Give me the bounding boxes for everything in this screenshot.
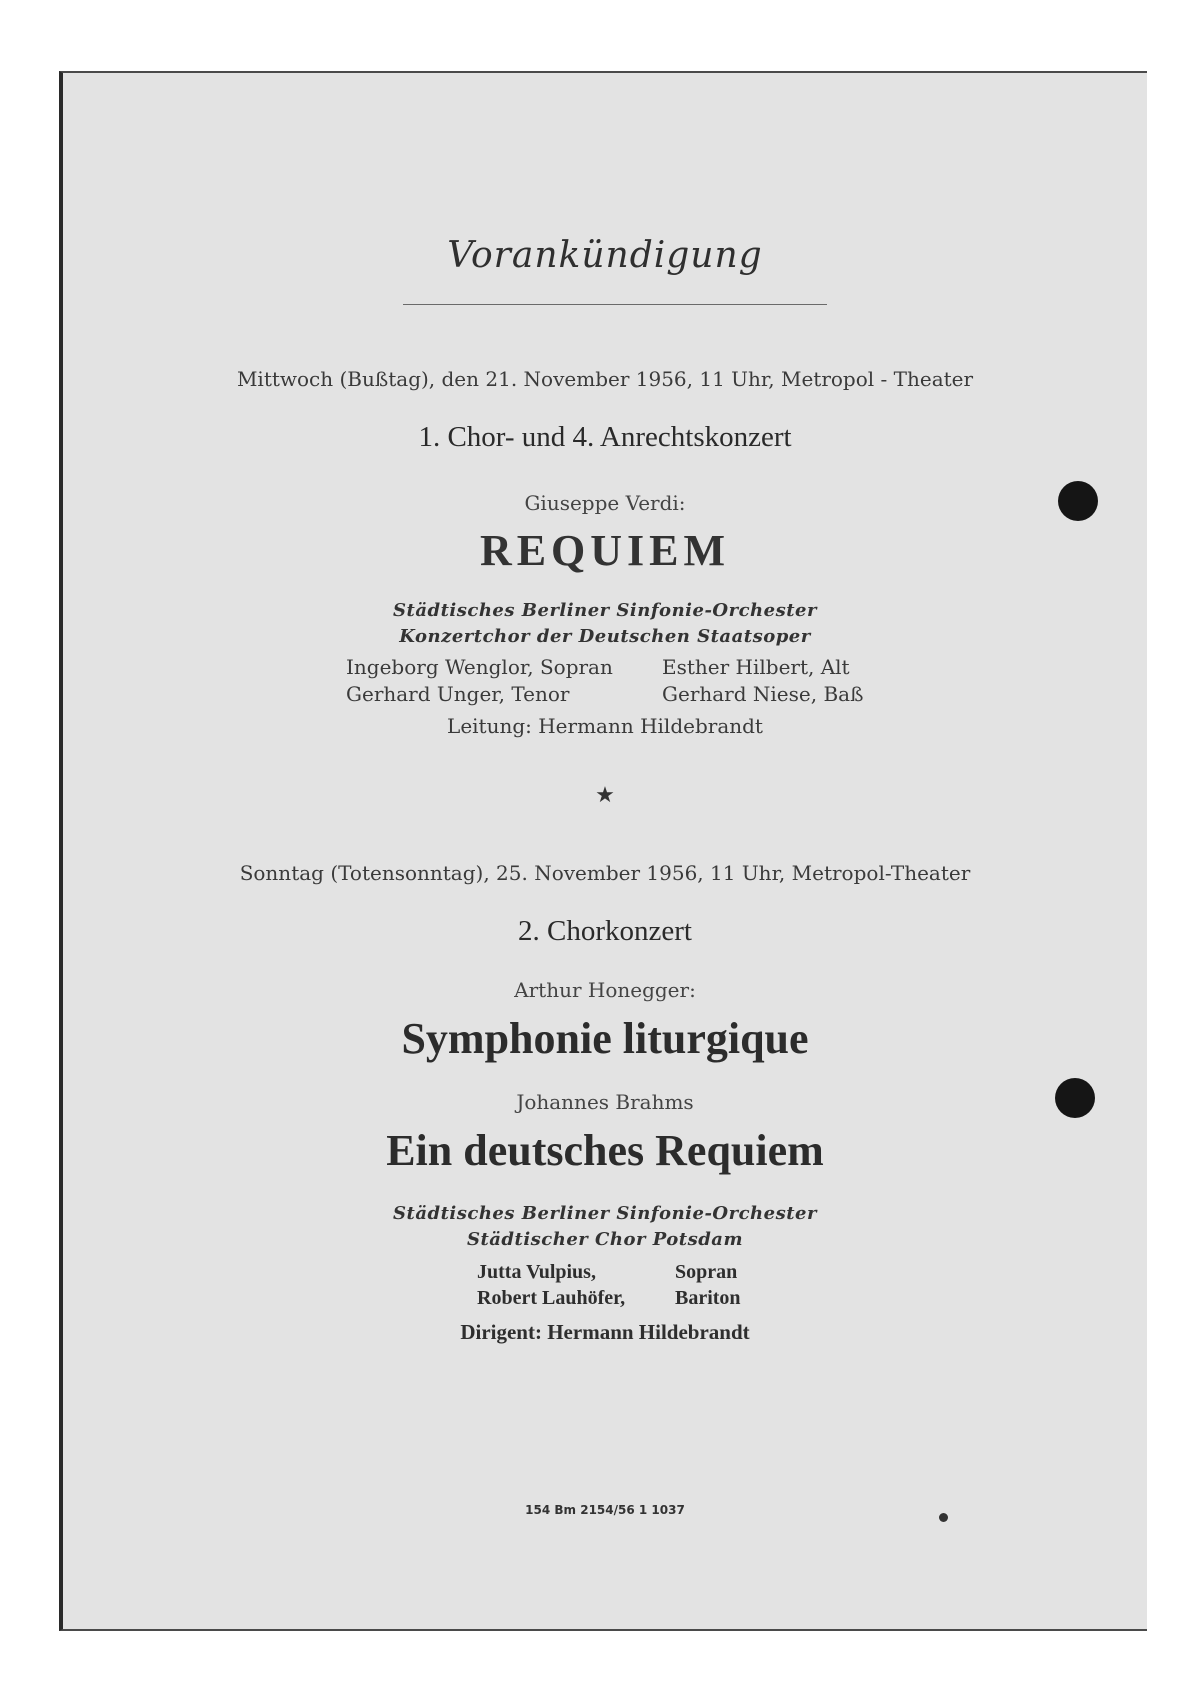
event1-soloists [346, 653, 863, 707]
event1-ensemble-orchestra: Städtisches Berliner Sinfonie-Orchester [393, 600, 817, 621]
event1-concert-title: 1. Chor- und 4. Anrechtskonzert [418, 421, 792, 453]
soloist-voice: Sopran [675, 1260, 738, 1283]
punch-hole [1055, 1078, 1095, 1118]
soloist-tenor: Gerhard Unger, Tenor [346, 681, 570, 706]
soloist-name: Robert Lauhöfer, [477, 1286, 626, 1309]
event2-composer-honegger: Arthur Honegger: [514, 978, 696, 1002]
event2-conductor: Dirigent: Hermann Hildebrandt [460, 1320, 750, 1344]
event1-conductor: Leitung: Hermann Hildebrandt [447, 714, 763, 738]
soloist-name: Jutta Vulpius, [477, 1260, 596, 1283]
event1-work-title: REQUIEM [479, 526, 731, 575]
punch-hole [1058, 481, 1098, 521]
soloist-bass: Gerhard Niese, Baß [662, 681, 864, 706]
event2-work-requiem: Ein deutsches Requiem [386, 1126, 824, 1175]
soloist-row [346, 653, 863, 680]
soloist-row [346, 680, 863, 707]
event1-composer: Giuseppe Verdi: [524, 491, 686, 515]
program-page [63, 73, 1147, 1629]
event2-concert-title: 2. Chorkonzert [518, 915, 692, 947]
soloist-alto: Esther Hilbert, Alt [662, 654, 850, 679]
scanned-page [59, 71, 1147, 1631]
soloist-row [477, 1285, 741, 1311]
page-heading: Vorankündigung [447, 235, 763, 276]
separator-star: ★ [595, 783, 615, 808]
event1-ensemble-choir: Konzertchor der Deutschen Staatsoper [399, 626, 811, 647]
heading-underline [403, 304, 827, 305]
event2-soloists [477, 1259, 741, 1311]
event2-dateline: Sonntag (Totensonntag), 25. November 1956, 11 Uhr, Metropol-Theater [239, 861, 971, 885]
printer-imprint: 154 Bm 2154/56 1 1037 [525, 1503, 685, 1517]
ink-speck [939, 1513, 948, 1522]
soloist-voice: Bariton [675, 1286, 741, 1309]
event2-work-symphonie: Symphonie liturgique [401, 1014, 809, 1063]
soloist-soprano: Ingeborg Wenglor, Sopran [346, 654, 613, 679]
event1-dateline: Mittwoch (Bußtag), den 21. November 1956, 11 Uhr, Metropol - Theater [236, 367, 974, 391]
soloist-row [477, 1259, 741, 1285]
event2-composer-brahms: Johannes Brahms [516, 1090, 694, 1114]
event2-ensemble-choir: Städtischer Chor Potsdam [466, 1229, 744, 1250]
event2-ensemble-orchestra: Städtisches Berliner Sinfonie-Orchester [393, 1203, 817, 1224]
